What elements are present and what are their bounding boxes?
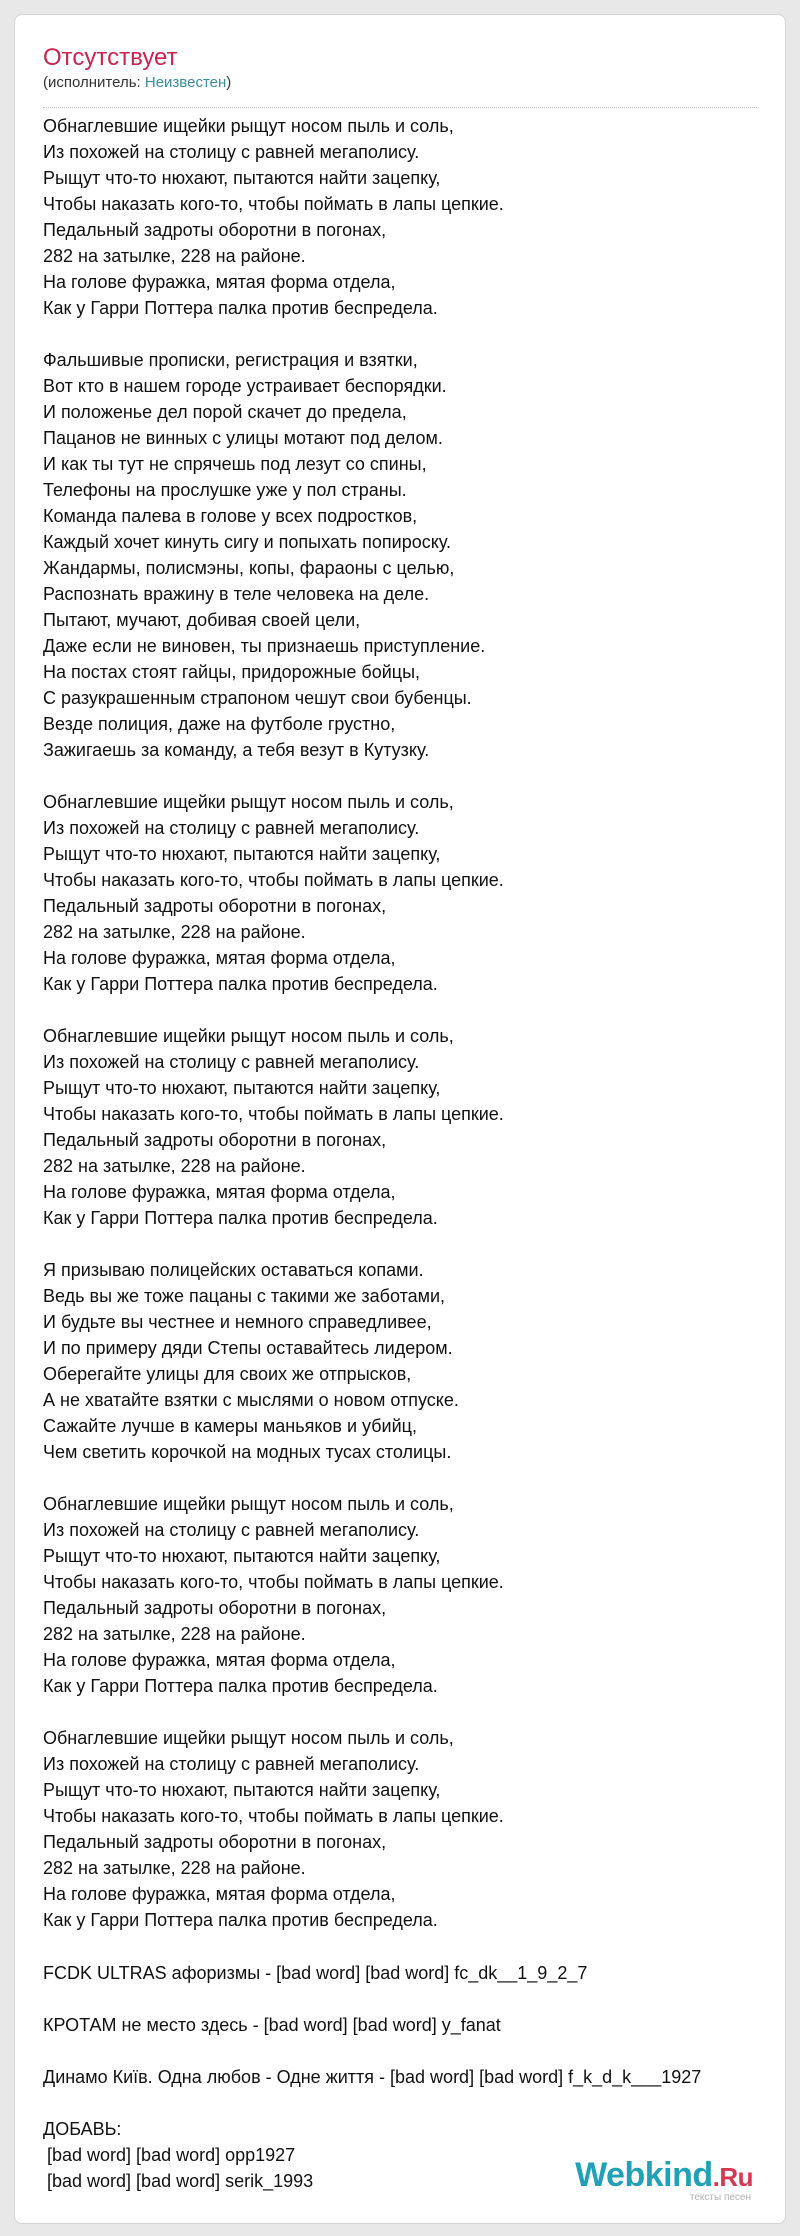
lyric-line: Из похожей на столицу с равней мегаполису. — [43, 1052, 420, 1072]
lyrics-text — [43, 113, 783, 1959]
lyric-line: Обнаглевшие ищейки рыщут носом пыль и соль, — [43, 1494, 454, 1514]
lyrics-card — [14, 14, 786, 2224]
lyrics-stanza — [43, 1257, 783, 1465]
lyric-line: Из похожей на столицу с равней мегаполису. — [43, 142, 420, 162]
lyric-line: Команда палева в голове у всех подростков, — [43, 506, 418, 526]
add-label: ДОБАВЬ: — [43, 2119, 122, 2139]
lyric-line: Как у Гарри Поттера палка против беспредела. — [43, 1676, 438, 1696]
lyric-line: Педальный задроты оборотни в погонах, — [43, 220, 387, 240]
lyric-line: Зажигаешь за команду, а тебя везут в Кутузку. — [43, 740, 430, 760]
lyric-line: Оберегайте улицы для своих же отпрысков, — [43, 1364, 412, 1384]
lyric-line: Педальный задроты оборотни в погонах, — [43, 1130, 387, 1150]
add-line: [bad word] [bad word] serik_1993 — [47, 2171, 314, 2191]
lyric-line: Чтобы наказать кого-то, чтобы поймать в лапы цепкие. — [43, 194, 504, 214]
lyric-line: Чтобы наказать кого-то, чтобы поймать в лапы цепкие. — [43, 1104, 504, 1124]
lyric-line: Ведь вы же тоже пацаны с такими же заботами, — [43, 1286, 446, 1306]
lyric-line: Пытают, мучают, добивая своей цели, — [43, 610, 361, 630]
lyric-line: Как у Гарри Поттера палка против беспредела. — [43, 1910, 438, 1930]
lyric-line: Распознать вражину в теле человека на деле. — [43, 584, 430, 604]
lyric-line: Как у Гарри Поттера палка против беспредела. — [43, 298, 438, 318]
logo-tld: .Ru — [712, 2162, 753, 2192]
lyric-line: На голове фуражка, мятая форма отдела, — [43, 1182, 396, 1202]
lyric-line: Каждый хочет кинуть сигу и попыхать попироску. — [43, 532, 451, 552]
lyric-line: Обнаглевшие ищейки рыщут носом пыль и соль, — [43, 792, 454, 812]
lyric-line: И по примеру дяди Степы оставайтесь лидером. — [43, 1338, 453, 1358]
comment-item: КРОТАМ не место здесь - [bad word] [bad word] y_fanat — [43, 2015, 501, 2035]
lyric-line: И положенье дел порой скачет до предела, — [43, 402, 407, 422]
lyric-line: Рыщут что-то нюхают, пытаются найти зацепку, — [43, 168, 441, 188]
lyric-line: Чтобы наказать кого-то, чтобы поймать в лапы цепкие. — [43, 1572, 504, 1592]
lyric-line: Из похожей на столицу с равней мегаполису. — [43, 1754, 420, 1774]
lyric-line: С разукрашенным страпоном чешут свои бубенцы. — [43, 688, 472, 708]
lyric-line: Из похожей на столицу с равней мегаполису. — [43, 1520, 420, 1540]
lyric-line: А не хватайте взятки с мыслями о новом отпуске. — [43, 1390, 459, 1410]
lyric-line: На голове фуражка, мятая форма отдела, — [43, 948, 396, 968]
lyric-line: На голове фуражка, мятая форма отдела, — [43, 1884, 396, 1904]
lyric-line: Даже если не виновен, ты признаешь приступление. — [43, 636, 486, 656]
performer-line — [43, 73, 231, 93]
lyric-line: Педальный задроты оборотни в погонах, — [43, 896, 387, 916]
lyric-line: На постах стоят гайцы, придорожные бойцы, — [43, 662, 421, 682]
lyric-line: Обнаглевшие ищейки рыщут носом пыль и соль, — [43, 1728, 454, 1748]
lyric-line: Педальный задроты оборотни в погонах, — [43, 1832, 387, 1852]
comment-item: FCDK ULTRAS афоризмы - [bad word] [bad word] fc_dk__1_9_2_7 — [43, 1963, 588, 1983]
lyrics-stanza — [43, 113, 783, 321]
lyric-line: 282 на затылке, 228 на районе. — [43, 246, 306, 266]
lyrics-stanza — [43, 789, 783, 997]
lyrics-stanza — [43, 347, 783, 763]
lyric-line: Чтобы наказать кого-то, чтобы поймать в лапы цепкие. — [43, 1806, 504, 1826]
song-title: Отсутствует — [43, 44, 178, 71]
lyric-line: 282 на затылке, 228 на районе. — [43, 1858, 306, 1878]
lyric-line: На голове фуражка, мятая форма отдела, — [43, 1650, 396, 1670]
performer-link[interactable]: Неизвестен — [144, 74, 227, 91]
performer-suffix: ) — [226, 74, 232, 91]
lyric-line: Обнаглевшие ищейки рыщут носом пыль и соль, — [43, 1026, 454, 1046]
lyrics-stanza — [43, 1491, 783, 1699]
lyric-line: Везде полиция, даже на футболе грустно, — [43, 714, 396, 734]
performer-prefix: (исполнитель: — [43, 74, 145, 91]
logo-name: Webkind — [575, 2156, 713, 2194]
site-logo[interactable] — [575, 2158, 753, 2203]
logo-tagline: тексты песен — [689, 2192, 751, 2203]
lyric-line: Рыщут что-то нюхают, пытаются найти зацепку, — [43, 1546, 441, 1566]
lyrics-stanza — [43, 1725, 783, 1933]
lyric-line: 282 на затылке, 228 на районе. — [43, 1156, 306, 1176]
header-divider — [43, 107, 757, 108]
lyric-line: Как у Гарри Поттера палка против беспредела. — [43, 1208, 438, 1228]
lyric-line: Чтобы наказать кого-то, чтобы поймать в лапы цепкие. — [43, 870, 504, 890]
comment-item: Динамо Київ. Одна любов - Одне життя - [bad word] [bad word] f_k_d_k___1927 — [43, 2067, 702, 2087]
lyric-line: Вот кто в нашем городе устраивает беспорядки. — [43, 376, 447, 396]
lyric-line: Жандармы, полисмэны, копы, фараоны с целью, — [43, 558, 455, 578]
lyric-line: Сажайте лучше в камеры маньяков и убийц, — [43, 1416, 417, 1436]
lyric-line: Рыщут что-то нюхают, пытаются найти зацепку, — [43, 844, 441, 864]
lyric-line: Как у Гарри Поттера палка против беспредела. — [43, 974, 438, 994]
lyric-line: Я призываю полицейских оставаться копами. — [43, 1260, 424, 1280]
lyric-line: Чем светить корочкой на модных тусах столицы. — [43, 1442, 452, 1462]
lyric-line: Пацанов не винных с улицы мотают под делом. — [43, 428, 443, 448]
lyric-line: Телефоны на прослушке уже у пол страны. — [43, 480, 407, 500]
lyric-line: Рыщут что-то нюхают, пытаются найти зацепку, — [43, 1078, 441, 1098]
lyric-line: Педальный задроты оборотни в погонах, — [43, 1598, 387, 1618]
lyric-line: 282 на затылке, 228 на районе. — [43, 922, 306, 942]
lyric-line: На голове фуражка, мятая форма отдела, — [43, 272, 396, 292]
lyric-line: Из похожей на столицу с равней мегаполису. — [43, 818, 420, 838]
lyric-line: Фальшивые прописки, регистрация и взятки, — [43, 350, 418, 370]
lyric-line: Рыщут что-то нюхают, пытаются найти зацепку, — [43, 1780, 441, 1800]
lyric-line: 282 на затылке, 228 на районе. — [43, 1624, 306, 1644]
lyric-line: И как ты тут не спрячешь под лезут со спины, — [43, 454, 427, 474]
lyrics-stanza — [43, 1023, 783, 1231]
add-line: [bad word] [bad word] opp1927 — [47, 2145, 296, 2165]
lyric-line: И будьте вы честнее и немного справедливее, — [43, 1312, 432, 1332]
lyric-line: Обнаглевшие ищейки рыщут носом пыль и соль, — [43, 116, 454, 136]
